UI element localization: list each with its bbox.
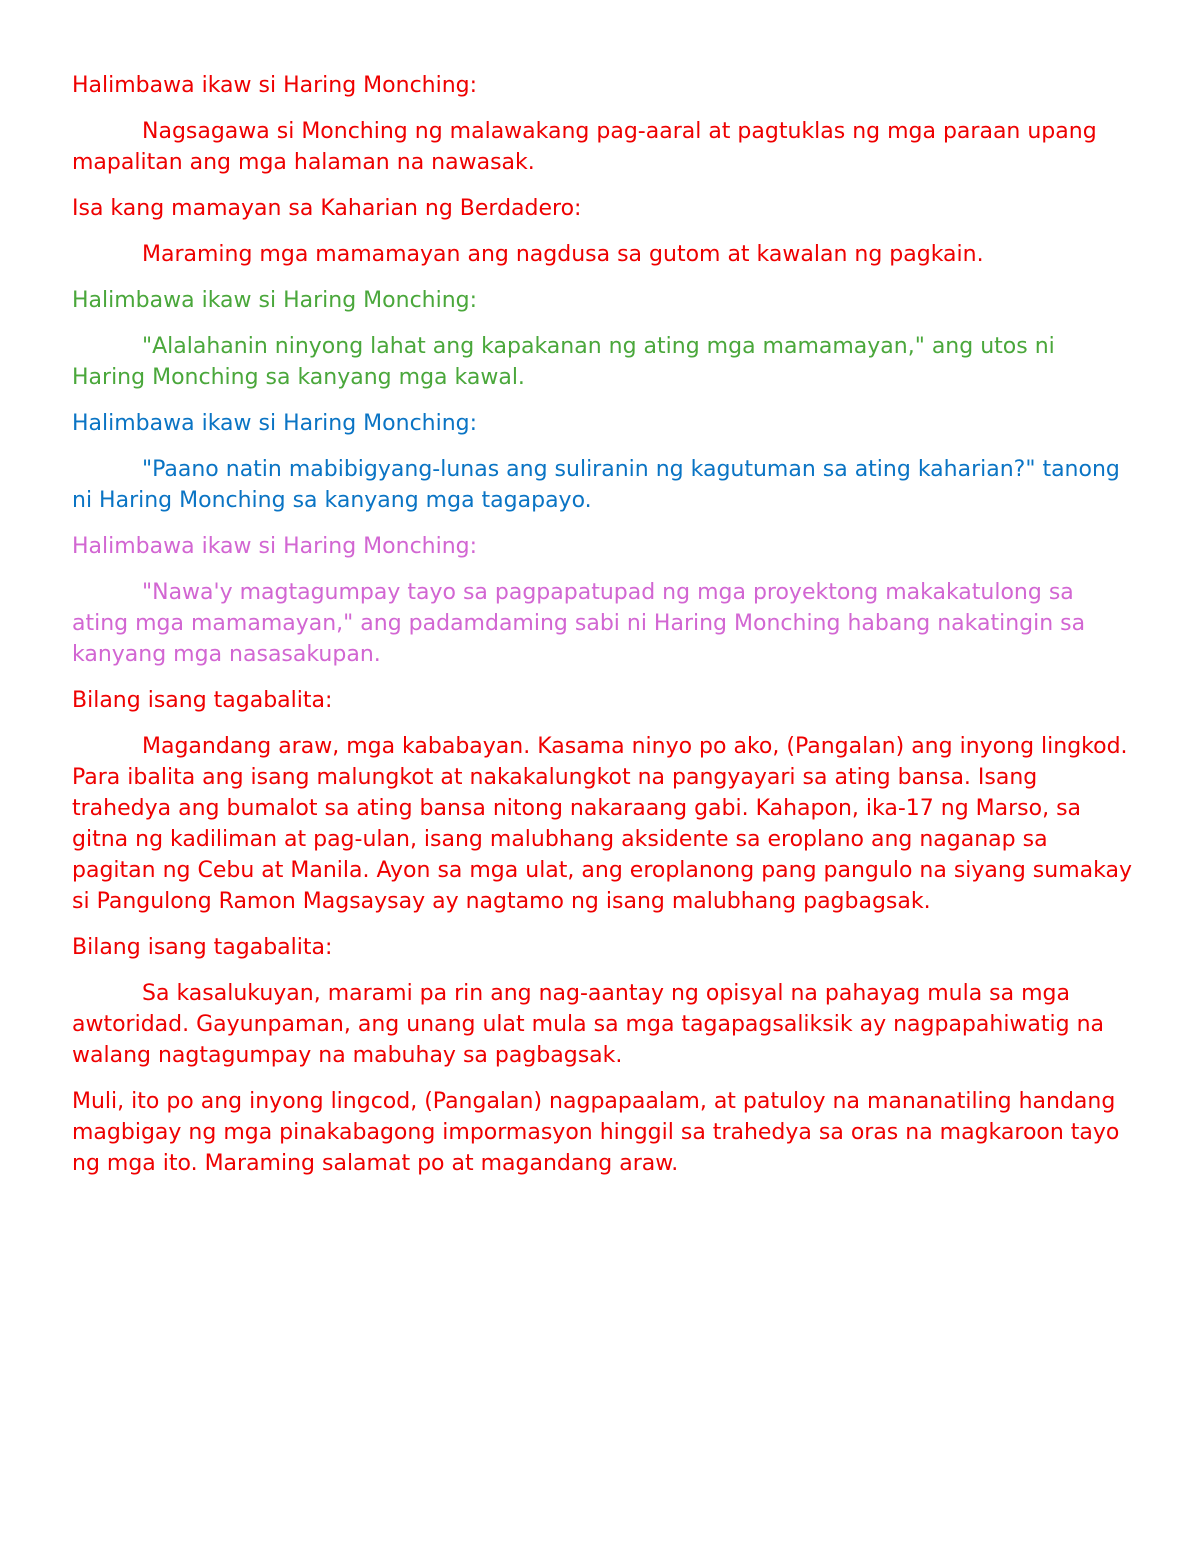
paragraph-kasalukuyan: Sa kasalukuyan, marami pa rin ang nag-aantay ng opisyal na pahayag mula sa mga awtoridad. Gayunpaman, ang unang ulat mula sa mga tagapagsaliksik ay nagpapahiwatig na walang nagtagumpay na mabuhay sa pagbagsak. [72,981,1105,1068]
paragraph-tanong: "Paano natin mabibigyang-lunas ang suliranin ng kagutuman sa ating kaharian?" tanong ni Haring Monching sa kanyang mga tagapayo. [72,457,1120,513]
document-page [72,70,1132,1194]
paragraph-gutom: Maraming mga mamamayan ang nagdusa sa gutom at kawalan ng pagkain. [142,242,984,267]
paragraph-paalam: Muli, ito po ang inyong lingcod, (Pangalan) nagpapaalam, at patuloy na mananatiling handang magbigay ng mga pinakabagong impormasyon hinggil sa trahedya sa oras na magkaroon tayo ng mga ito. Maraming salamat po at magandang araw. [72,1089,1120,1176]
heading-haring-monching-2: Halimbawa ikaw si Haring Monching: [72,288,478,313]
paragraph-monching-research: Nagsagawa si Monching ng malawakang pag-aaral at pagtuklas ng mga paraan upang mapalitan ang mga halaman na nawasak. [72,119,1097,175]
paragraph-utos: "Alalahanin ninyong lahat ang kapakanan ng ating mga mamamayan," ang utos ni Haring Monching sa kanyang mga kawal. [72,334,1055,390]
heading-tagabalita-2: Bilang isang tagabalita: [72,935,333,960]
paragraph-balita: Magandang araw, mga kababayan. Kasama ninyo po ako, (Pangalan) ang inyong lingkod. Para ibalita ang isang malungkot at nakakalungkot na pangyayari sa ating bansa. Isang trahedya ang bumalot sa ating bansa nitong nakaraang gabi. Kahapon, ika-17 ng Marso, sa gitna ng kadiliman at pag-ulan, isang malubhang aksidente sa eroplano ang naganap sa pagitan ng Cebu at Manila. Ayon sa mga ulat, ang eroplanong pang pangulo na siyang sumakay si Pangulong Ramon Magsaysay ay nagtamo ng isang malubhang pagbagsak. [72,734,1132,914]
paragraph-padamdam: "Nawa'y magtagumpay tayo sa pagpapatupad ng mga proyektong makakatulong sa ating mga mamamayan," ang padamdaming sabi ni Haring Monching habang nakatingin sa kanyang mga nasasakupan. [72,580,1086,667]
heading-haring-monching-3: Halimbawa ikaw si Haring Monching: [72,411,478,436]
heading-mamamayan: Isa kang mamayan sa Kaharian ng Berdadero: [72,196,582,221]
heading-haring-monching-4: Halimbawa ikaw si Haring Monching: [72,534,478,559]
heading-haring-monching-1: Halimbawa ikaw si Haring Monching: [72,73,478,98]
heading-tagabalita-1: Bilang isang tagabalita: [72,688,333,713]
